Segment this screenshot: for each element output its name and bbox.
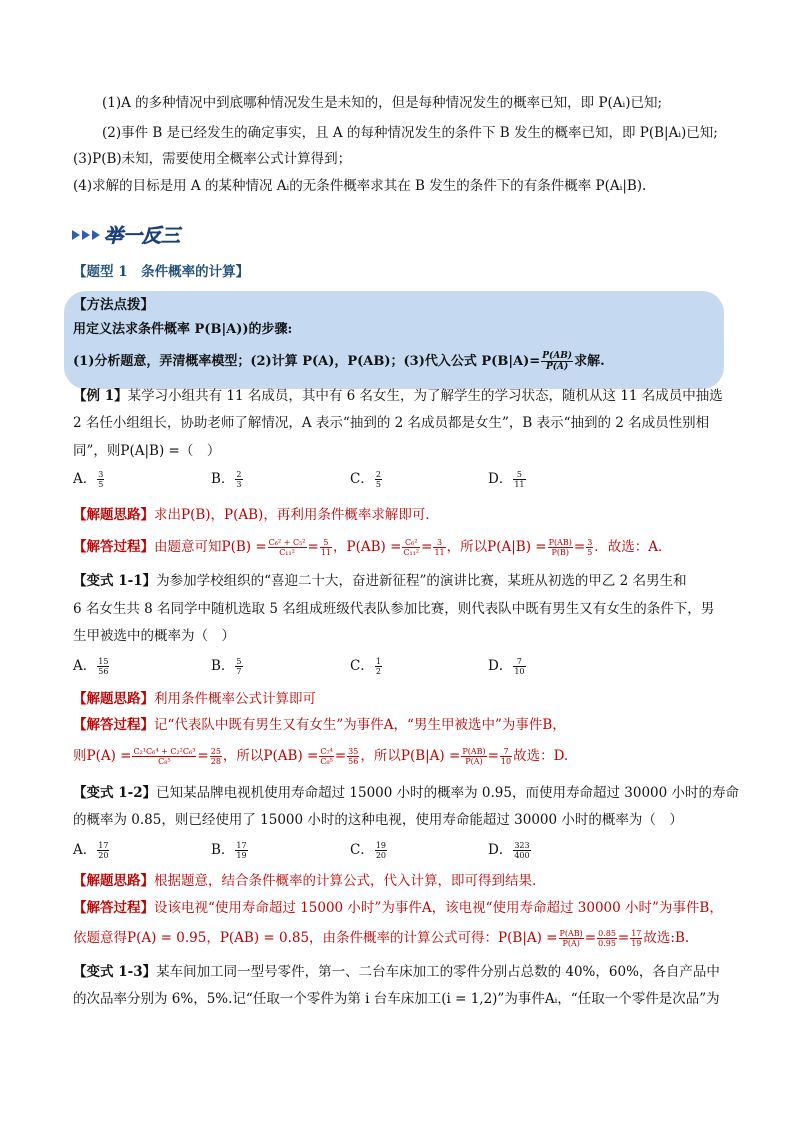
variant-1-1-option-b: B． $\frac{5}{7}$ (211, 657, 242, 676)
method-fraction: $\frac{P(AB)}{P(A)}$ (542, 351, 573, 372)
variant-1-1-process-line-1: 【解答过程】记“代表队中既有男生又有女生”为事件A，“男生甲被选中”为事件B， (73, 717, 566, 733)
method-heading: 【方法点拨】 (73, 297, 154, 313)
intro-paragraph-2: (2)事件 B 是已经发生的确定事实，且 A 的每种情况发生的条件下 B 发生的概率已知，即 P(B|Aᵢ)已知; (102, 125, 718, 141)
variant-1-1-line-3: 生甲被选中的概率为（ ） (73, 628, 235, 644)
variant-1-1-line-1: 【变式 1-1】为参加学校组织的“喜迎二十大，奋进新征程”的演讲比赛，某班从初选的甲乙 2 名男生和 (73, 573, 687, 589)
method-line-2-end: 求解. (574, 354, 605, 369)
intro-paragraph-1: (1)A 的多种情况中到底哪种情况发生是未知的，但是每种情况发生的概率已知，即 P(Aᵢ)已知; (102, 95, 663, 111)
example-1-line-2: 2 名任小组组长，协助老师了解情况，A 表示“抽到的 2 名成员都是女生”，B 表示“抽到的 2 名成员性别相 (73, 415, 710, 431)
variant-1-1-option-c: C． $\frac{1}{2}$ (350, 657, 381, 676)
method-line-1: 用定义法求条件概率 P(B|A))的步骤: (73, 322, 293, 337)
variant-1-1-option-d: D． $\frac{7}{10}$ (488, 657, 525, 676)
intro-paragraph-3: (3)P(B)未知，需要使用全概率公式计算得到； (73, 151, 352, 167)
banner-text: 举一反三 (104, 225, 181, 247)
banner-graphic (70, 222, 210, 248)
variant-1-1-process-line-2: 则P(A) = $\frac{\text{C₂¹C₆⁴ + C₂²C₆³}}{\text{C₈⁵}}$ = $\frac{25}{28}$ ，所以P(AB) = $\frac{\text{C₇⁴}}{\text{C₈⁵}}$ = $\frac{35}{56}$ ，所以P(B|A) = $\frac{P(AB)}{P(A)}$ = $\frac{7}{10}$ 故选：D. (73, 747, 569, 766)
variant-1-2-option-b: B． $\frac{17}{19}$ (211, 841, 247, 860)
example-1-option-d: D． $\frac{5}{11}$ (488, 470, 525, 489)
variant-1-2-line-2: 的概率为 0.85，则已经使用了 15000 小时的这种电视，使用寿命能超过 30000 小时的概率为（ ） (73, 812, 683, 828)
intro-paragraph-4: (4)求解的目标是用 A 的某种情况 Aᵢ的无条件概率求其在 B 发生的条件下的有条件概率 P(Aᵢ|B). (73, 178, 647, 194)
variant-1-1-line-2: 6 名女生共 8 名同学中随机选取 5 名组成班级代表队参加比赛，则代表队中既有男生又有女生的条件下，男 (73, 601, 715, 617)
variant-1-2-process-line-1: 【解答过程】设该电视“使用寿命超过 15000 小时”为事件A，该电视“使用寿命超过 30000 小时”为事件B， (73, 900, 723, 916)
variant-1-3-line-1: 【变式 1-3】某车间加工同一型号零件，第一、二台车床加工的零件分别占总数的 40%，60%，各自产品中 (73, 964, 720, 980)
example-1-line-1: 【例 1】某学习小组共有 11 名成员，其中有 6 名女生，为了解学生的学习状态，随机从这 11 名成员中抽选 (73, 388, 723, 404)
banner-arrows-icon (72, 230, 100, 240)
example-1-line-3: 同”，则P(A|B) =（ ） (73, 443, 221, 459)
method-box (64, 291, 724, 389)
example-1-option-b: B． $\frac{2}{3}$ (211, 470, 242, 489)
variant-1-2-idea: 【解题思路】根据题意，结合条件概率的计算公式，代入计算，即可得到结果. (73, 873, 537, 889)
variant-1-2-process-line-2: 依题意得P(A) = 0.95，P(AB) = 0.85，由条件概率的计算公式可得：P(B|A) = $\frac{P(AB)}{P(A)}$ = $\frac{0.85}{0.95}$ = $\frac{17}{19}$ 故选:B. (73, 929, 690, 948)
variant-1-2-option-c: C． $\frac{19}{20}$ (350, 841, 387, 860)
example-1-option-a: A． $\frac{3}{5}$ (73, 470, 104, 489)
variant-1-1-option-a: A． $\frac{15}{56}$ (73, 657, 109, 676)
variant-1-3-line-2: 的次品率分别为 6%，5%.记“任取一个零件为第 i 台车床加工(i = 1,2)”为事件Aᵢ，“任取一个零件是次品”为 (73, 991, 720, 1007)
section-title: 【题型 1 条件概率的计算】 (73, 264, 250, 280)
variant-1-2-line-1: 【变式 1-2】已知某品牌电视机使用寿命超过 15000 小时的概率为 0.95，而使用寿命超过 30000 小时的寿命 (73, 785, 739, 801)
example-1-process: 【解答过程】由题意可知P(B) = $\frac{\text{C₆² + C₅²}}{\text{C₁₁²}}$ = $\frac{5}{11}$ ，P(AB) = $\frac{\text{C₆²}}{\text{C₁₁²}}$ = $\frac{3}{11}$ ，所以P(A|B) = $\frac{P(AB)}{P(B)}$ = $\frac{3}{5}$ ．故选：A． (73, 538, 672, 557)
example-1-option-c: C． $\frac{2}{5}$ (350, 470, 381, 489)
variant-1-2-option-a: A． $\frac{17}{20}$ (73, 841, 109, 860)
variant-1-1-idea: 【解题思路】利用条件概率公式计算即可 (73, 691, 316, 707)
method-line-2 (73, 350, 605, 372)
variant-1-2-option-d: D． $\frac{323}{400}$ (488, 841, 530, 860)
example-1-idea: 【解题思路】求出P(B)，P(AB)，再利用条件概率求解即可． (73, 507, 439, 523)
method-line-2-text: (1)分析题意，弄清概率模型；(2)计算 P(A)，P(AB)；(3)代入公式 P(B|A)= (73, 354, 541, 369)
